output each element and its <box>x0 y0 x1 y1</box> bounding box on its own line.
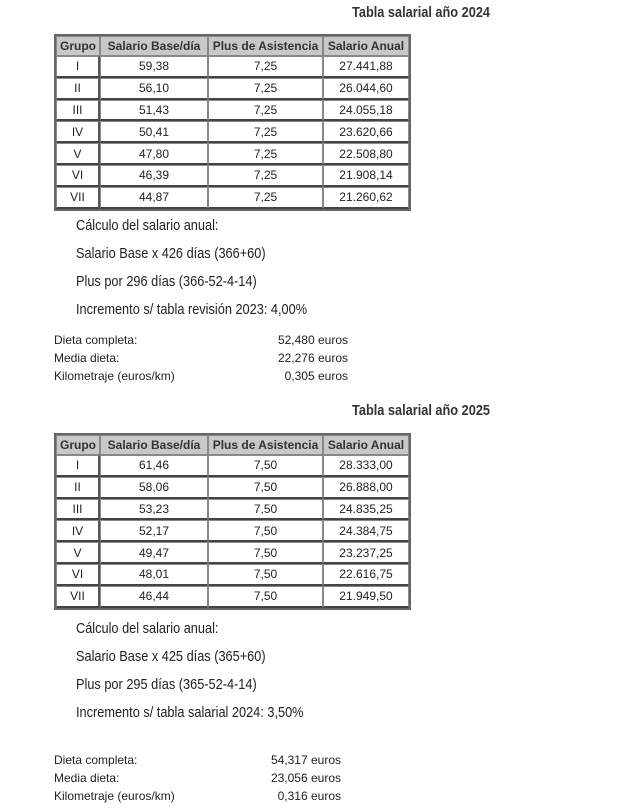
table-cell: 47,80 <box>100 143 208 165</box>
column-header: Salario Base/día <box>100 435 208 455</box>
calc-note: Plus por 296 días (366-52-4-14) <box>76 273 257 290</box>
table-cell: II <box>56 477 100 499</box>
column-header: Plus de Asistencia <box>208 36 323 56</box>
table-cell: 59,38 <box>100 56 208 78</box>
table-cell: 7,50 <box>208 455 323 477</box>
calc-note: Salario Base x 425 días (365+60) <box>76 648 266 665</box>
table-cell: 7,25 <box>208 165 323 187</box>
table-cell: 27.441,88 <box>323 56 409 78</box>
table-cell: 7,50 <box>208 520 323 542</box>
table-row <box>56 564 409 586</box>
allowance-row <box>54 771 341 785</box>
allowance-label: Media dieta: <box>54 351 120 365</box>
allowance-label: Dieta completa: <box>54 333 138 347</box>
table-cell: V <box>56 143 100 165</box>
calc-note: Cálculo del salario anual: <box>76 620 219 637</box>
table-cell: 7,25 <box>208 56 323 78</box>
table-cell: 21.908,14 <box>323 165 409 187</box>
table-cell: 44,87 <box>100 187 208 209</box>
table-cell: 49,47 <box>100 542 208 564</box>
allowance-row <box>54 369 348 383</box>
table-cell: 22.616,75 <box>323 564 409 586</box>
allowance-value: 0,316 euros <box>277 789 341 803</box>
table-cell: 23.620,66 <box>323 121 409 143</box>
table-cell: 7,50 <box>208 477 323 499</box>
table-cell: 46,44 <box>100 586 208 608</box>
column-header: Salario Anual <box>323 435 409 455</box>
allowance-row <box>54 333 348 347</box>
table-cell: 7,25 <box>208 187 323 209</box>
calc-note: Cálculo del salario anual: <box>76 217 219 234</box>
calc-note: Incremento s/ tabla revisión 2023: 4,00% <box>76 301 308 318</box>
table-row <box>56 100 409 122</box>
table-cell: VII <box>56 187 100 209</box>
table-cell: 53,23 <box>100 499 208 521</box>
table-cell: III <box>56 499 100 521</box>
column-header: Grupo <box>56 435 100 455</box>
salary-table <box>54 433 411 610</box>
table-cell: 7,25 <box>208 78 323 100</box>
calc-note: Salario Base x 426 días (366+60) <box>76 245 266 262</box>
table-cell: I <box>56 455 100 477</box>
allowance-label: Dieta completa: <box>54 753 138 767</box>
allowance-value: 23,056 euros <box>270 771 341 785</box>
table-title: Tabla salarial año 2025 <box>352 402 490 419</box>
table-cell: 61,46 <box>100 455 208 477</box>
table-cell: 23.237,25 <box>323 542 409 564</box>
table-cell: 24.384,75 <box>323 520 409 542</box>
table-cell: II <box>56 78 100 100</box>
table-cell: 51,43 <box>100 100 208 122</box>
allowance-row <box>54 789 341 803</box>
table-cell: V <box>56 542 100 564</box>
table-row <box>56 78 409 100</box>
allowance-label: Kilometraje (euros/km) <box>54 369 175 383</box>
table-row <box>56 455 409 477</box>
table-cell: 24.055,18 <box>323 100 409 122</box>
table-row <box>56 499 409 521</box>
allowance-row <box>54 753 341 767</box>
table-cell: 58,06 <box>100 477 208 499</box>
table-cell: 50,41 <box>100 121 208 143</box>
table-row <box>56 520 409 542</box>
salary-table <box>54 34 411 211</box>
table-cell: 24.835,25 <box>323 499 409 521</box>
table-cell: 7,50 <box>208 499 323 521</box>
table-row <box>56 121 409 143</box>
table-cell: IV <box>56 520 100 542</box>
table-cell: IV <box>56 121 100 143</box>
table-cell: VII <box>56 586 100 608</box>
table-row <box>56 187 409 209</box>
table-header <box>56 36 409 56</box>
table-cell: 7,25 <box>208 100 323 122</box>
table-cell: VI <box>56 564 100 586</box>
table-title: Tabla salarial año 2024 <box>352 4 490 21</box>
table-row <box>56 143 409 165</box>
table-cell: 7,50 <box>208 542 323 564</box>
table-cell: 26.888,00 <box>323 477 409 499</box>
allowance-value: 52,480 euros <box>277 333 348 347</box>
table-cell: 48,01 <box>100 564 208 586</box>
table-cell: 22.508,80 <box>323 143 409 165</box>
table-cell: 7,50 <box>208 586 323 608</box>
calc-note: Incremento s/ tabla salarial 2024: 3,50% <box>76 704 304 721</box>
table-row <box>56 165 409 187</box>
table-cell: III <box>56 100 100 122</box>
allowance-label: Media dieta: <box>54 771 120 785</box>
table-cell: VI <box>56 165 100 187</box>
table-row <box>56 586 409 608</box>
allowance-value: 0,305 euros <box>284 369 348 383</box>
table-cell: 46,39 <box>100 165 208 187</box>
table-cell: 21.949,50 <box>323 586 409 608</box>
table-cell: 7,50 <box>208 564 323 586</box>
allowance-row <box>54 351 348 365</box>
column-header: Grupo <box>56 36 100 56</box>
table-cell: 26.044,60 <box>323 78 409 100</box>
table-row <box>56 56 409 78</box>
table-cell: 56,10 <box>100 78 208 100</box>
calc-note: Plus por 295 días (365-52-4-14) <box>76 676 257 693</box>
table-row <box>56 477 409 499</box>
table-cell: 7,25 <box>208 143 323 165</box>
table-cell: 52,17 <box>100 520 208 542</box>
column-header: Plus de Asistencia <box>208 435 323 455</box>
column-header: Salario Anual <box>323 36 409 56</box>
table-cell: 28.333,00 <box>323 455 409 477</box>
allowance-label: Kilometraje (euros/km) <box>54 789 175 803</box>
table-header <box>56 435 409 455</box>
column-header: Salario Base/día <box>100 36 208 56</box>
table-row <box>56 542 409 564</box>
table-cell: 7,25 <box>208 121 323 143</box>
allowance-value: 54,317 euros <box>270 753 341 767</box>
table-cell: I <box>56 56 100 78</box>
allowance-value: 22,276 euros <box>277 351 348 365</box>
table-cell: 21.260,62 <box>323 187 409 209</box>
